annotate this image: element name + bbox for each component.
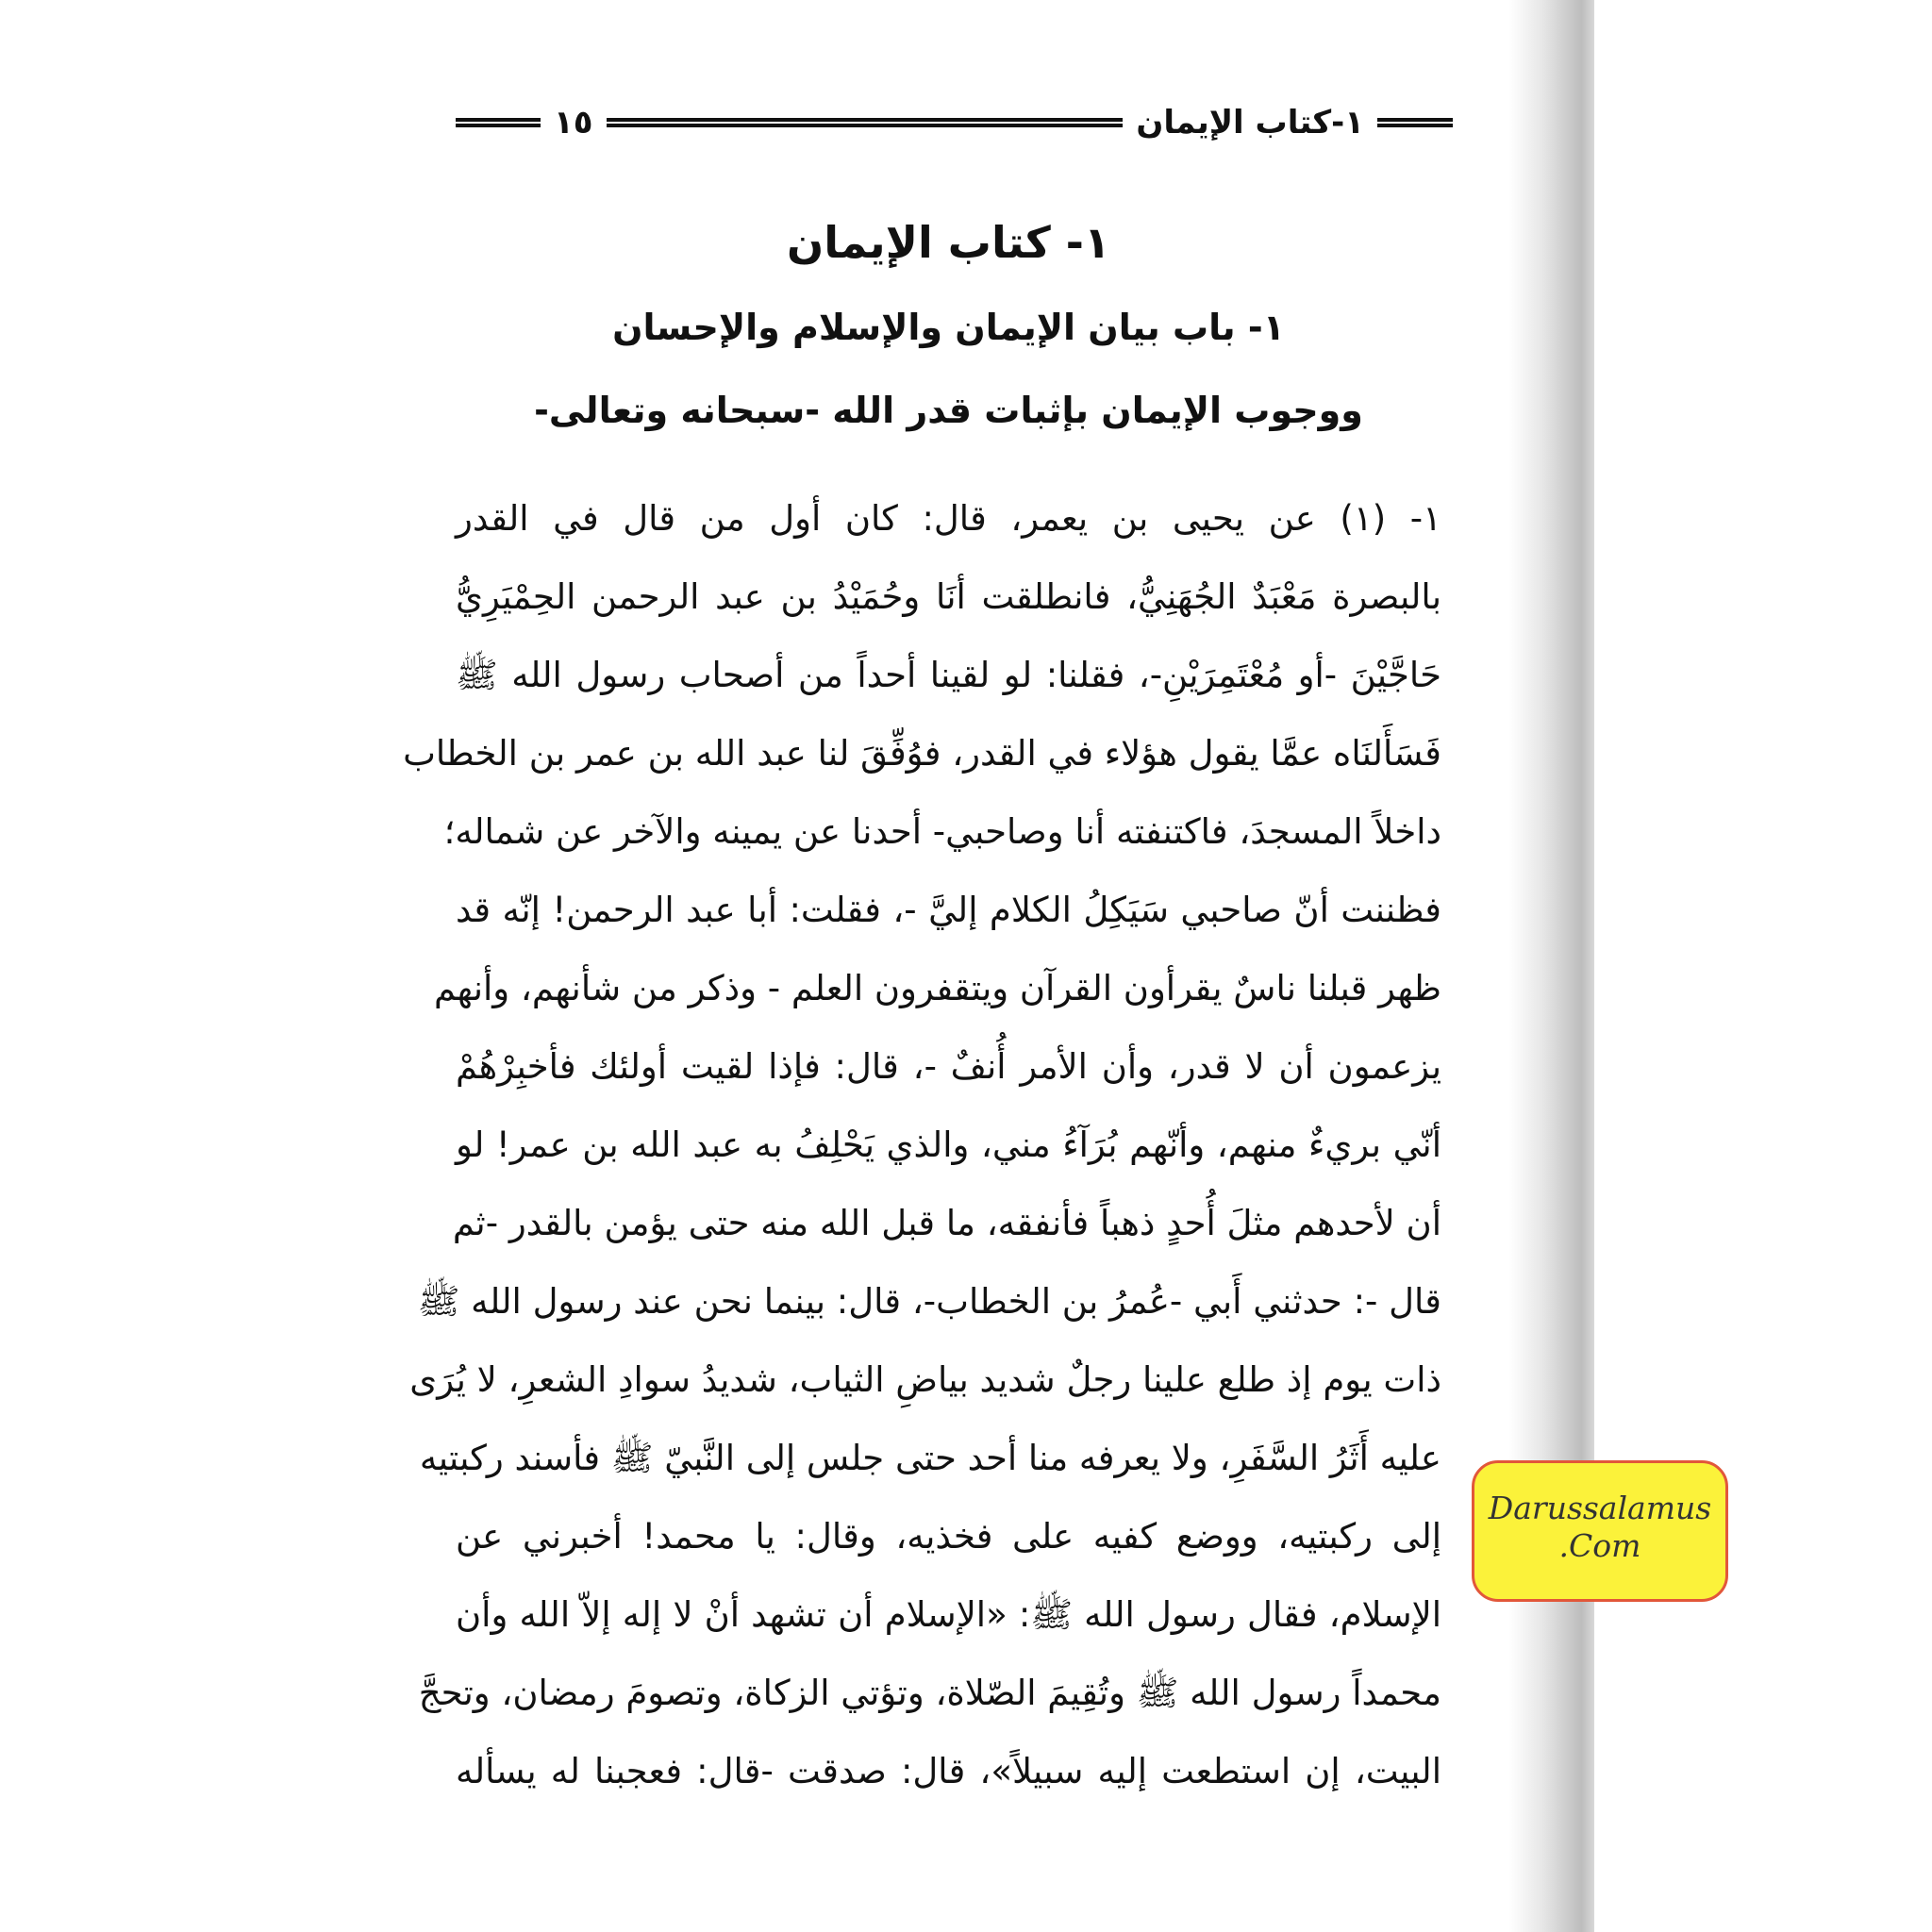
text-line: أن لأحدهم مثلَ أُحدٍ ذهباً فأنفقه، ما قبل الله منه حتى يؤمن بالقدر -ثم — [452, 1203, 1441, 1243]
hadith-text — [403, 491, 1441, 1822]
page-edge-shadow — [1509, 0, 1594, 1932]
text-line: محمداً رسول الله ﷺ وتُقِيمَ الصّلاة، وتؤتي الزكاة، وتصومَ رمضان، وتحجَّ — [418, 1673, 1441, 1713]
text-line: الإسلام، فقال رسول الله ﷺ: «الإسلام أن تشهد أنْ لا إله إلاّ الله وأن — [456, 1594, 1441, 1635]
text-line: أنّي بريءٌ منهم، وأنّهم بُرَآءُ مني، والذي يَحْلِفُ به عبد الله بن عمر! لو — [456, 1124, 1441, 1165]
text-line: قال -: حدثني أَبي -عُمرُ بن الخطاب-، قال: بينما نحن عند رسول الله ﷺ — [417, 1281, 1441, 1322]
header-chapter-title: ١-كتاب الإيمان — [1136, 104, 1364, 142]
text-line: عليه أَثَرُ السَّفَرِ، ولا يعرفه منا أحد حتى جلس إلى النَّبيّ ﷺ فأسند ركبتيه — [419, 1438, 1441, 1478]
text-line: داخلاً المسجدَ، فاكتنفته أنا وصاحبي- أحدنا عن يمينه والآخر عن شماله؛ — [443, 811, 1441, 852]
text-line: ذات يوم إذ طلع علينا رجلٌ شديد بياضِ الثياب، شديدُ سوادِ الشعرِ، لا يُرَى — [409, 1359, 1441, 1400]
text-line: فَسَأَلنَاه عمَّا يقول هؤلاء في القدر، فوُفِّقَ لنا عبد الله بن عمر بن الخطاب — [403, 733, 1441, 774]
text-line: ظهر قبلنا ناسٌ يقرأون القرآن ويتقفرون العلم - وذكر من شأنهم، وأنهم — [434, 968, 1441, 1008]
text-line: حَاجَّيْنَ -أو مُعْتَمِرَيْنِ-، فقلنا: لو لقينا أحداً من أصحاب رسول الله ﷺ — [456, 655, 1441, 695]
running-header — [456, 102, 1453, 143]
chapter-title-line-1: ١- باب بيان الإيمان والإسلام والإحسان — [612, 307, 1285, 348]
text-line: ١- (١) عن يحيى بن يعمر، قال: كان أول من قال في القدر — [456, 498, 1441, 539]
watermark-line-1: Darussalamus — [1488, 1490, 1712, 1526]
text-line: يزعمون أن لا قدر، وأن الأمر أُنفٌ -، قال: فإذا لقيت أولئك فأخبِرْهُمْ — [456, 1046, 1441, 1087]
book-title: ١- كتاب الإيمان — [787, 217, 1110, 268]
watermark-logo — [1472, 1460, 1728, 1602]
header-rule — [1377, 118, 1453, 127]
chapter-title-line-2: ووجوب الإيمان بإثبات قدر الله -سبحانه وتعالى- — [534, 390, 1363, 431]
watermark-line-2: .Com — [1558, 1527, 1641, 1564]
text-line: البيت، إن استطعت إليه سبيلاً»، قال: صدقت -قال: فعجبنا له يسأله — [456, 1751, 1441, 1791]
text-line: بالبصرة مَعْبَدٌ الجُهَنِيُّ، فانطلقت أنَا وحُمَيْدُ بن عبد الرحمن الحِمْيَرِيُّ — [456, 576, 1441, 617]
header-rule — [456, 118, 541, 127]
text-line: إلى ركبتيه، ووضع كفيه على فخذيه، وقال: يا محمد! أخبرني عن — [456, 1516, 1441, 1557]
page-number: ١٥ — [554, 104, 593, 142]
header-rule — [607, 118, 1124, 127]
text-line: فظننت أنّ صاحبي سَيَكِلُ الكلام إليَّ -، فقلت: أبا عبد الرحمن! إنّه قد — [456, 890, 1441, 930]
